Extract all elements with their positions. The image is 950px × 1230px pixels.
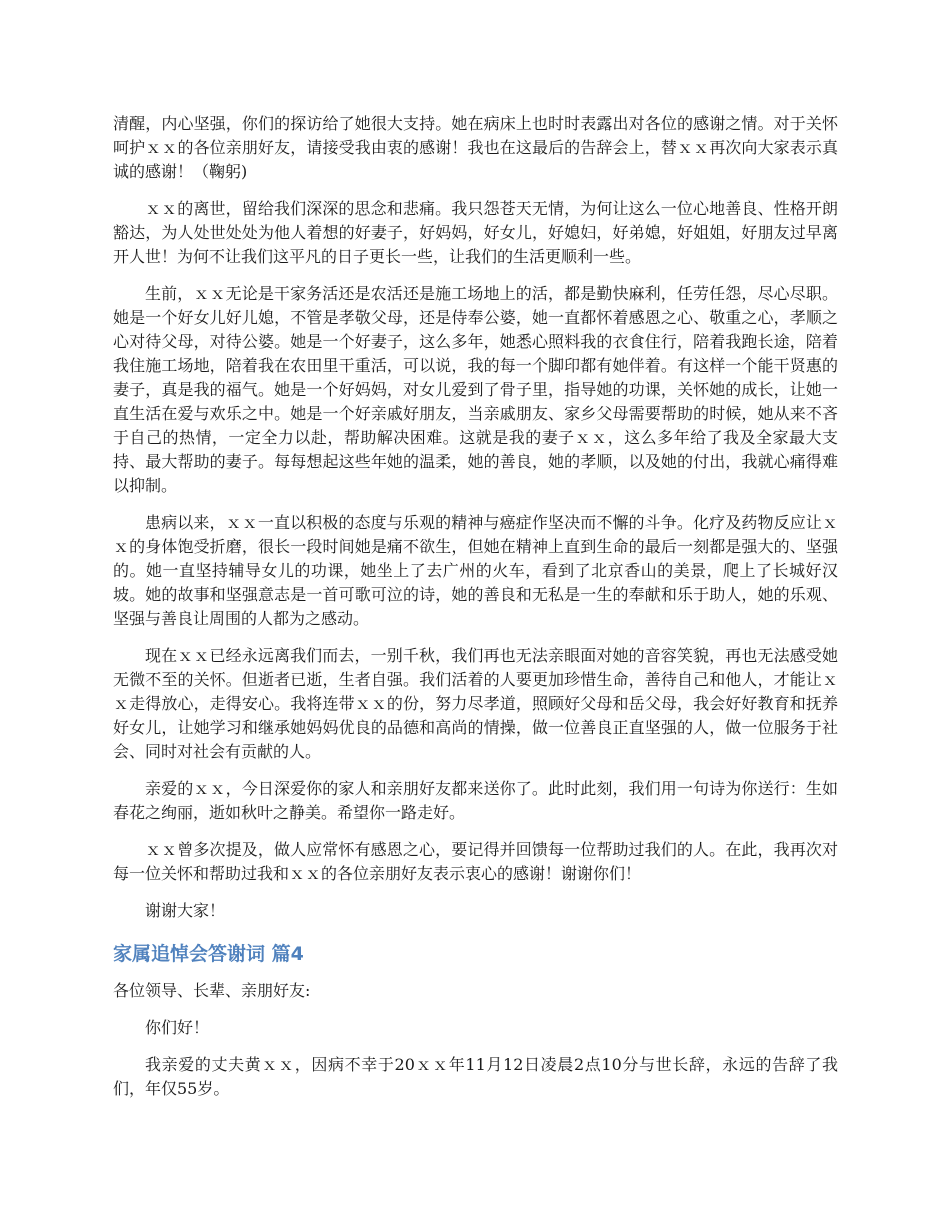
salutation: 各位领导、长辈、亲朋好友: bbox=[113, 981, 311, 1000]
paragraph-grief: ｘｘ的离世，留给我们深深的思念和悲痛。我只怨苍天无情，为何让这么一位心地善良、性格开朗豁达，为人处世处处为他人着想的好妻子，好妈妈，好女儿，好媳妇，好弟媳，好姐姐，好朋友过早离开人世！为何不让我们这平凡的日子更长一些，让我们的生活更顺利一些。 bbox=[113, 199, 838, 266]
section-heading: 家属追悼会答谢词 篇4 bbox=[113, 943, 304, 965]
paragraph-illness: 患病以来，ｘｘ一直以积极的态度与乐观的精神与癌症作坚决而不懈的斗争。化疗及药物反应让ｘｘ的身体饱受折磨，很长一段时间她是痛不欲生，但她在精神上直到生命的最后一刻都是强大的、坚强的。她一直坚持辅导女儿的功课，她坐上了去广州的火车，看到了北京香山的美景，爬上了长城好汉坡。她的故事和坚强意志是一首可歌可泣的诗，她的善良和无私是一生的奉献和乐于助人，她的乐观、坚强与善良让周围的人都为之感动。 bbox=[113, 513, 838, 628]
paragraph-announcement: 我亲爱的丈夫黄ｘｘ，因病不幸于20ｘｘ年11月12日凌晨2点10分与世长辞，永远的告辞了我们，年仅55岁。 bbox=[113, 1055, 838, 1098]
document-page bbox=[113, 112, 838, 1114]
paragraph-continuation: 清醒，内心坚强，你们的探访给了她很大支持。她在病床上也时时表露出对各位的感谢之情。对于关怀呵护ｘｘ的各位亲朋好友，请接受我由衷的感谢！我也在这最后的告辞会上，替ｘｘ再次向大家表示真诚的感谢！（鞠躬) bbox=[113, 114, 838, 181]
paragraph-thanks: 谢谢大家！ bbox=[145, 901, 226, 920]
paragraph-farewell: 现在ｘｘ已经永远离我们而去，一别千秋，我们再也无法亲眼面对她的音容笑貌，再也无法感受她无微不至的关怀。但逝者已逝，生者自强。我们活着的人要更加珍惜生命，善待自己和他人，才能让ｘｘ走得放心，走得安心。我将连带ｘｘ的份，努力尽孝道，照顾好父母和岳父母，我会好好教育和抚养好女儿，让她学习和继承她妈妈优良的品德和高尚的情操，做一位善良正直坚强的人，做一位服务于社会、同时对社会有贡献的人。 bbox=[113, 646, 838, 761]
paragraph-gratitude: ｘｘ曾多次提及，做人应常怀有感恩之心，要记得并回馈每一位帮助过我们的人。在此，我再次对每一位关怀和帮助过我和ｘｘ的各位亲朋好友表示衷心的感谢！谢谢你们！ bbox=[113, 840, 838, 883]
paragraph-greeting: 你们好！ bbox=[145, 1018, 210, 1037]
paragraph-poem: 亲爱的ｘｘ，今日深爱你的家人和亲朋好友都来送你了。此时此刻，我们用一句诗为你送行：生如春花之绚丽，逝如秋叶之静美。希望你一路走好。 bbox=[113, 779, 838, 822]
paragraph-life: 生前，ｘｘ无论是干家务活还是农活还是施工场地上的活，都是勤快麻利，任劳任怨，尽心尽职。她是一个好女儿好儿媳，不管是孝敬父母，还是侍奉公婆，她一直都怀着感恩之心、敬重之心，孝顺之心对待父母，对待公婆。她是一个好妻子，这么多年，她悉心照料我的衣食住行，陪着我跑长途，陪着我住施工场地，陪着我在农田里干重活，可以说，我的每一个脚印都有她伴着。有这样一个能干贤惠的妻子，真是我的福气。她是一个好妈妈，对女儿爱到了骨子里，指导她的功课，关怀她的成长，让她一直生活在爱与欢乐之中。她是一个好亲戚好朋友，当亲戚朋友、家乡父母需要帮助的时候，她从来不吝于自己的热情，一定全力以赴，帮助解决困难。这就是我的妻子ｘｘ，这么多年给了我及全家最大支持、最大帮助的妻子。每每想起这些年她的温柔，她的善良，她的孝顺，以及她的付出，我就心痛得难以抑制。 bbox=[113, 284, 838, 495]
